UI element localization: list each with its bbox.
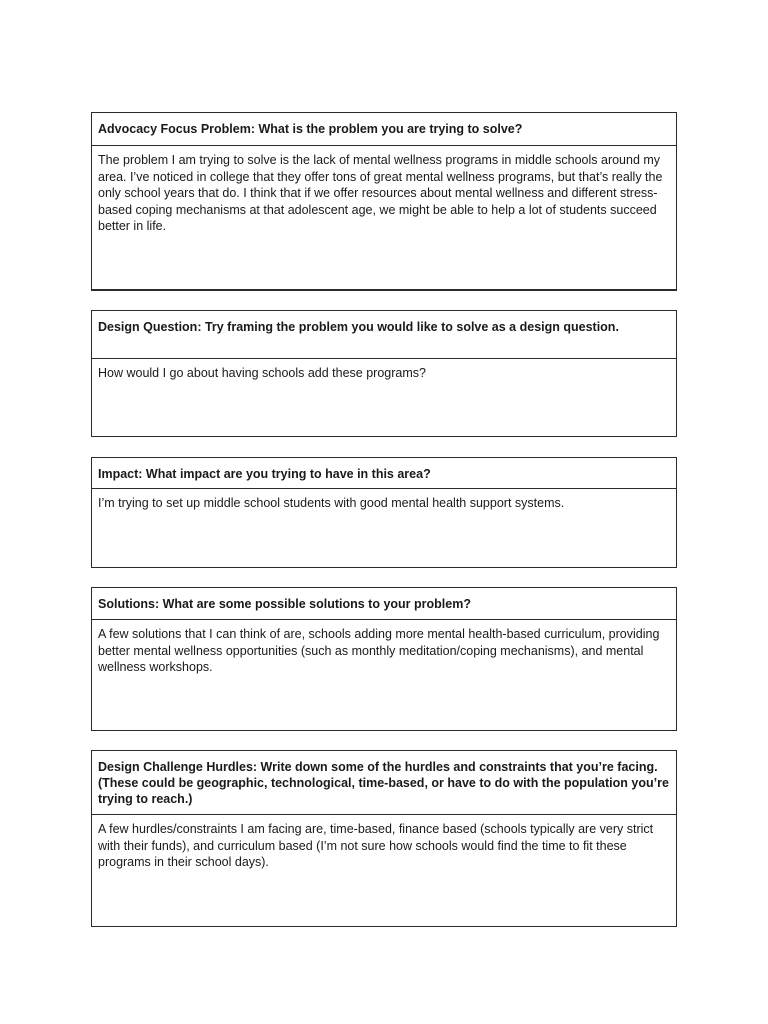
design-challenge-hurdles-answer: A few hurdles/constraints I am facing are, time-based, finance based (schools typically are very strict with their funds), and curriculum based (I’m not sure how schools would find the time to fit these programs in their school days). (98, 822, 654, 869)
design-challenge-hurdles-question: Design Challenge Hurdles: Write down some of the hurdles and constraints that you’re facing. (These could be geographic, technological, time-based, or have to do with the population you’re trying to reach.) (92, 751, 676, 815)
solutions-answer: A few solutions that I can think of are, schools adding more mental health-based curriculum, providing better mental wellness opportunities (such as monthly meditation/coping mechanisms), and mental wellness workshops. (98, 627, 660, 674)
solutions-question: Solutions: What are some possible solutions to your problem? (92, 588, 676, 620)
solutions-card (91, 587, 677, 731)
design-question-prompt: Design Question: Try framing the problem you would like to solve as a design question. (92, 311, 676, 359)
design-question-card (91, 310, 677, 437)
impact-question: Impact: What impact are you trying to have in this area? (92, 458, 676, 489)
impact-card (91, 457, 677, 568)
advocacy-focus-question: Advocacy Focus Problem: What is the problem you are trying to solve? (92, 113, 676, 146)
advocacy-focus-answer: The problem I am trying to solve is the lack of mental wellness programs in middle schools around my area. I’ve noticed in college that they offer tons of great mental wellness programs, but that’s really the only school years that do. I think that if we offer resources about mental wellness and different stress-based coping mechanisms at that adolescent age, we might be able to help a lot of students succeed better in life. (98, 153, 663, 233)
design-challenge-hurdles-card (91, 750, 677, 927)
impact-answer: I’m trying to set up middle school students with good mental health support systems. (98, 496, 565, 510)
advocacy-focus-card (91, 112, 677, 291)
design-question-answer: How would I go about having schools add these programs? (98, 366, 426, 380)
